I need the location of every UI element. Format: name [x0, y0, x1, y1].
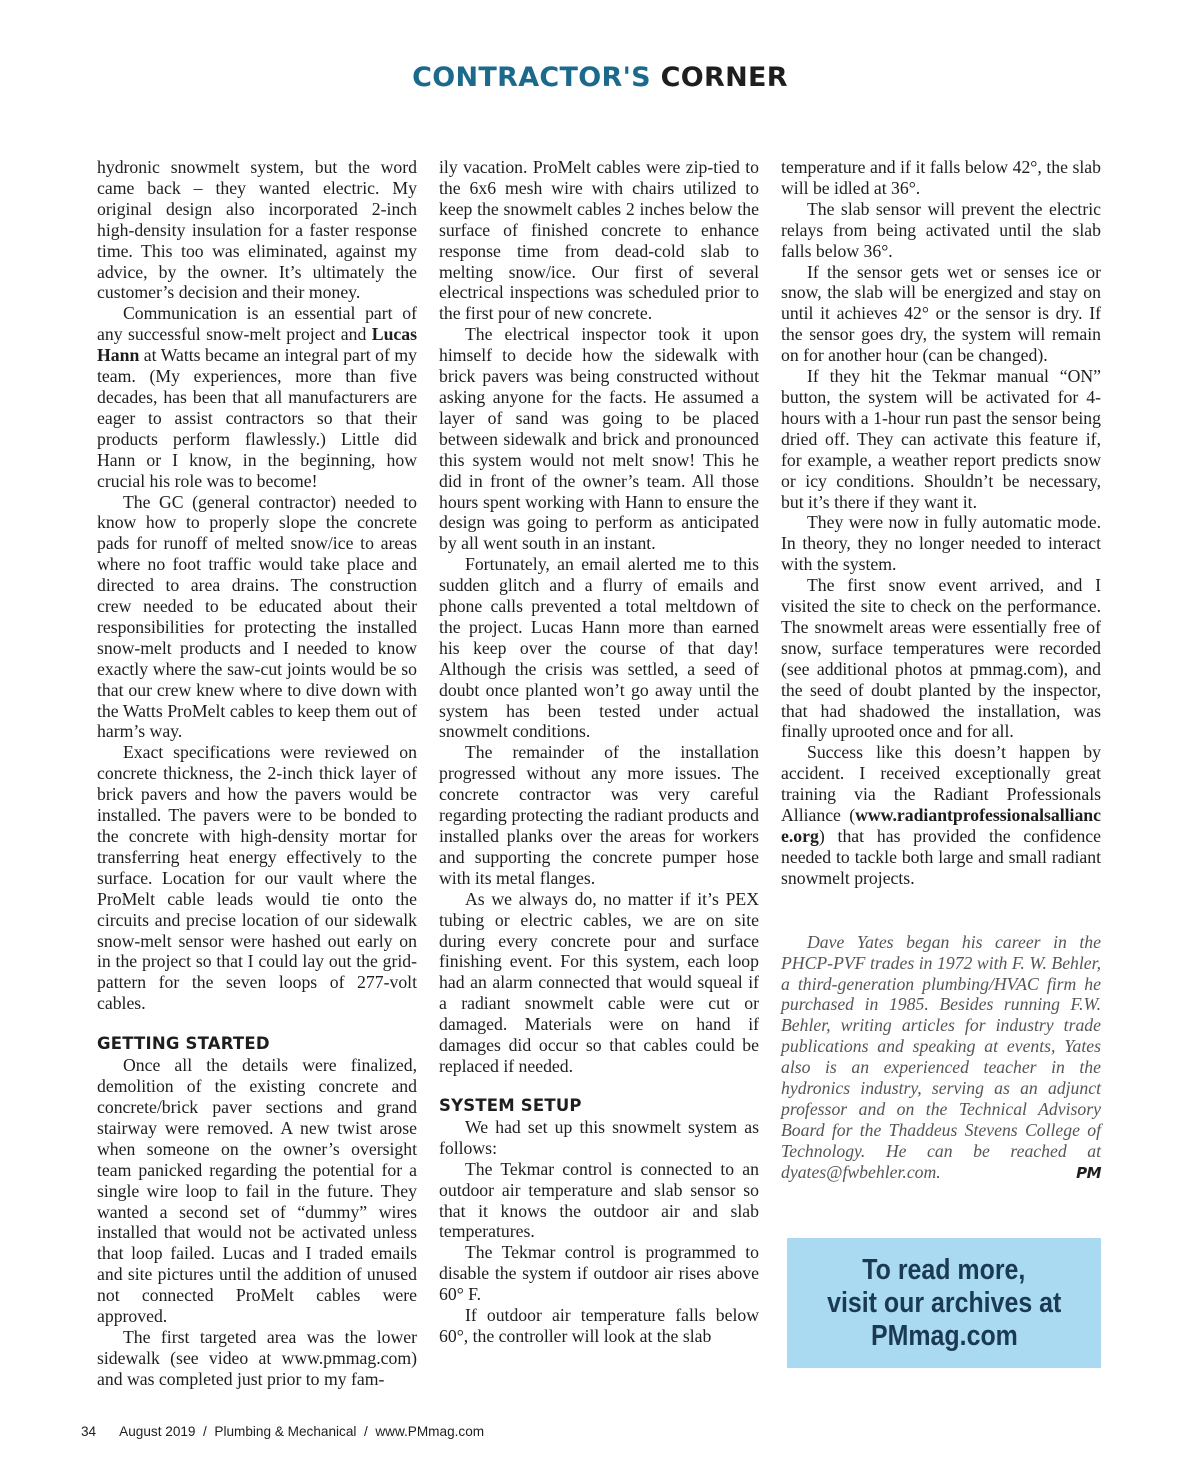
title-part-contractors: CONTRACTOR'S	[412, 62, 651, 93]
paragraph: As we always do, no matter if it’s PEX tubing or electric cables, we are on site during every concrete pour and surface finishing event. For this system, each loop had an alarm connected that would squeal if a radiant snowmelt cable were cut or damaged. Materials were on hand if damages did occur so that cables could be replaced if needed.	[439, 888, 759, 1076]
paragraph: The remainder of the installation progressed without any more issues. The concrete contractor was very careful regarding protecting the radiant products and installed planks over the areas for workers and supporting the concrete pumper hose with its metal flanges.	[439, 742, 759, 888]
article-column-3	[781, 157, 1101, 1184]
section-heading-getting-started: GETTING STARTED	[97, 1034, 270, 1054]
archives-promo-box[interactable]	[787, 1238, 1101, 1368]
paragraph: The Tekmar control is connected to an outdoor air temperature and slab sensor so that it knows the outdoor air and slab temperatures.	[439, 1158, 759, 1242]
paragraph: The first targeted area was the lower sidewalk (see video at www.pmmag.com) and was completed just prior to my fam-	[97, 1326, 417, 1389]
paragraph: hydronic snowmelt system, but the word came back – they wanted electric. My original design also incorporated 2-inch high-density insulation for a faster response time. This too was eliminated, against my advice, by the owner. It’s ultimately the customer’s decision and their money.	[97, 157, 417, 303]
paragraph: The GC (general contractor) needed to know how to properly slope the concrete pads for runoff of melted snow/ice to areas where no foot traffic would take place and directed to area drains. The construction crew needed to be educated about their responsibilities for protecting the installed snow-melt products and I needed to know exactly where the saw-cut joints would be so that our crew knew where to dive down with the Watts ProMelt cables to keep them out of harm’s way.	[97, 491, 417, 742]
paragraph: The first snow event arrived, and I visited the site to check on the performance. The snowmelt areas were essentially free of snow, surface temperatures were recorded (see additional photos at pmmag.com), and the seed of doubt planted by the inspector, that had shadowed the installation, was finally uprooted once and for all.	[781, 575, 1101, 742]
paragraph: If they hit the Tekmar manual “ON” button, the system will be activated for 4-hours with a 1-hour run past the sensor being dried off. They can activate this feature if, for example, a weather report predicts snow or icy conditions. Shouldn’t be necessary, but it’s there if they want it.	[781, 366, 1101, 512]
paragraph: ily vacation. ProMelt cables were zip-tied to the 6x6 mesh wire with chairs utilized to keep the snowmelt cables 2 inches below the surface of finished concrete to enhance response time from dead-cold slab to melting snow/ice. Our first of several electrical inspections was scheduled prior to the first pour of new concrete.	[439, 157, 759, 324]
page-number: 34	[81, 1424, 97, 1439]
paragraph: They were now in fully automatic mode. In theory, they no longer needed to interact with the system.	[781, 512, 1101, 575]
promo-line-1: To read more,	[862, 1253, 1026, 1286]
bio-paragraph: Dave Yates began his career in the PHCP-PVF trades in 1972 with F. W. Behler, a third-generation plumbing/HVAC firm he purchased in 1985. Besides running F.W. Behler, writing articles for industry trade publications and speaking at events, Yates also is an experienced teacher in the hydronics industry, serving as an adjunct professor and on the Technical Advisory Board for the Thaddeus Stevens College of Technology. He can be reached at dyates@fwbehler.com. PM	[781, 931, 1101, 1182]
paragraph: Communication is an essential part of any successful snow-melt project and Lucas Hann at Watts became an integral part of my team. (My experiences, more than five decades, has been that all manufacturers are eager to assist contractors so that their products perform flawlessly.) Little did Hann or I know, in the beginning, how crucial his role was to become!	[97, 303, 417, 491]
paragraph: The Tekmar control is programmed to disable the system if outdoor air rises above 60° F.	[439, 1242, 759, 1305]
paragraph: The electrical inspector took it upon himself to decide how the sidewalk with brick pavers was being constructed without asking anyone for the facts. He assumed a layer of sand was going to be placed between sidewalk and brick and pronounced this system would not melt snow! This he did in front of the owner’s team. All those hours spent working with Hann to ensure the design was going to perform as anticipated by all went south in an instant.	[439, 324, 759, 554]
promo-line-3: PMmag.com	[870, 1319, 1018, 1352]
paragraph: The slab sensor will prevent the electric relays from being activated until the slab falls below 36°.	[781, 198, 1101, 261]
paragraph: If the sensor gets wet or senses ice or snow, the slab will be energized and stay on until it achieves 42° or the sensor is dry. If the sensor goes dry, the system will remain on for another hour (can be changed).	[781, 261, 1101, 366]
author-bio	[781, 932, 1101, 1183]
paragraph: Once all the details were finalized, demolition of the existing concrete and concrete/brick paver sections and grand stairway were removed. A new twist arose when someone on the owner’s oversight team panicked regarding the potential for a single wire loop to fail in the future. They wanted a second set of “dummy” wires installed that would not be activated unless that loop failed. Lucas and I traded emails and site pictures until the addition of unused not connected ProMelt cables were approved.	[97, 1055, 417, 1327]
paragraph: temperature and if it falls below 42°, the slab will be idled at 36°.	[781, 157, 1101, 198]
paragraph: Fortunately, an email alerted me to this sudden glitch and a flurry of emails and phone calls prevented a total meltdown of the project. Lucas Hann more than earned his keep over the course of that day! Although the crisis was settled, a seed of doubt once planted won’t go away until the system has been tested under actual snowmelt conditions.	[439, 554, 759, 742]
paragraph: If outdoor air temperature falls below 60°, the controller will look at the slab	[439, 1305, 759, 1346]
article-column-1	[97, 157, 417, 1390]
title-part-corner: CORNER	[660, 62, 788, 93]
paragraph: We had set up this snowmelt system as follows:	[439, 1116, 759, 1158]
website-link[interactable]: www.radiantprofessionalsalliance.org	[781, 805, 1101, 846]
pm-end-mark: PM	[1076, 1163, 1101, 1182]
section-heading-system-setup: SYSTEM SETUP	[439, 1095, 582, 1115]
article-column-2	[439, 157, 759, 1347]
page-footer	[81, 1424, 484, 1439]
footer-text: August 2019 / Plumbing & Mechanical / www.PMmag.com	[119, 1424, 485, 1439]
paragraph: Success like this doesn’t happen by accident. I received exceptionally great training via the Radiant Professionals Alliance (www.radiantprofessionalsalliance.org) that has provided the confidence needed to tackle both large and small radiant snowmelt projects.	[781, 742, 1101, 888]
page-title	[0, 62, 1200, 93]
paragraph: Exact specifications were reviewed on concrete thickness, the 2-inch thick layer of brick pavers and how the pavers would be installed. The pavers were to be bonded to the concrete with high-density mortar for transferring heat energy effectively to the surface. Location for our vault where the ProMelt cable leads would tie onto the circuits and precise location of our sidewalk snow-melt sensor were hashed out early on in the project so that I could lay out the grid-pattern for the seven loops of 277-volt cables.	[97, 742, 417, 1014]
bold-name: Lucas Hann	[97, 324, 417, 366]
promo-line-2: visit our archives at	[826, 1286, 1062, 1319]
